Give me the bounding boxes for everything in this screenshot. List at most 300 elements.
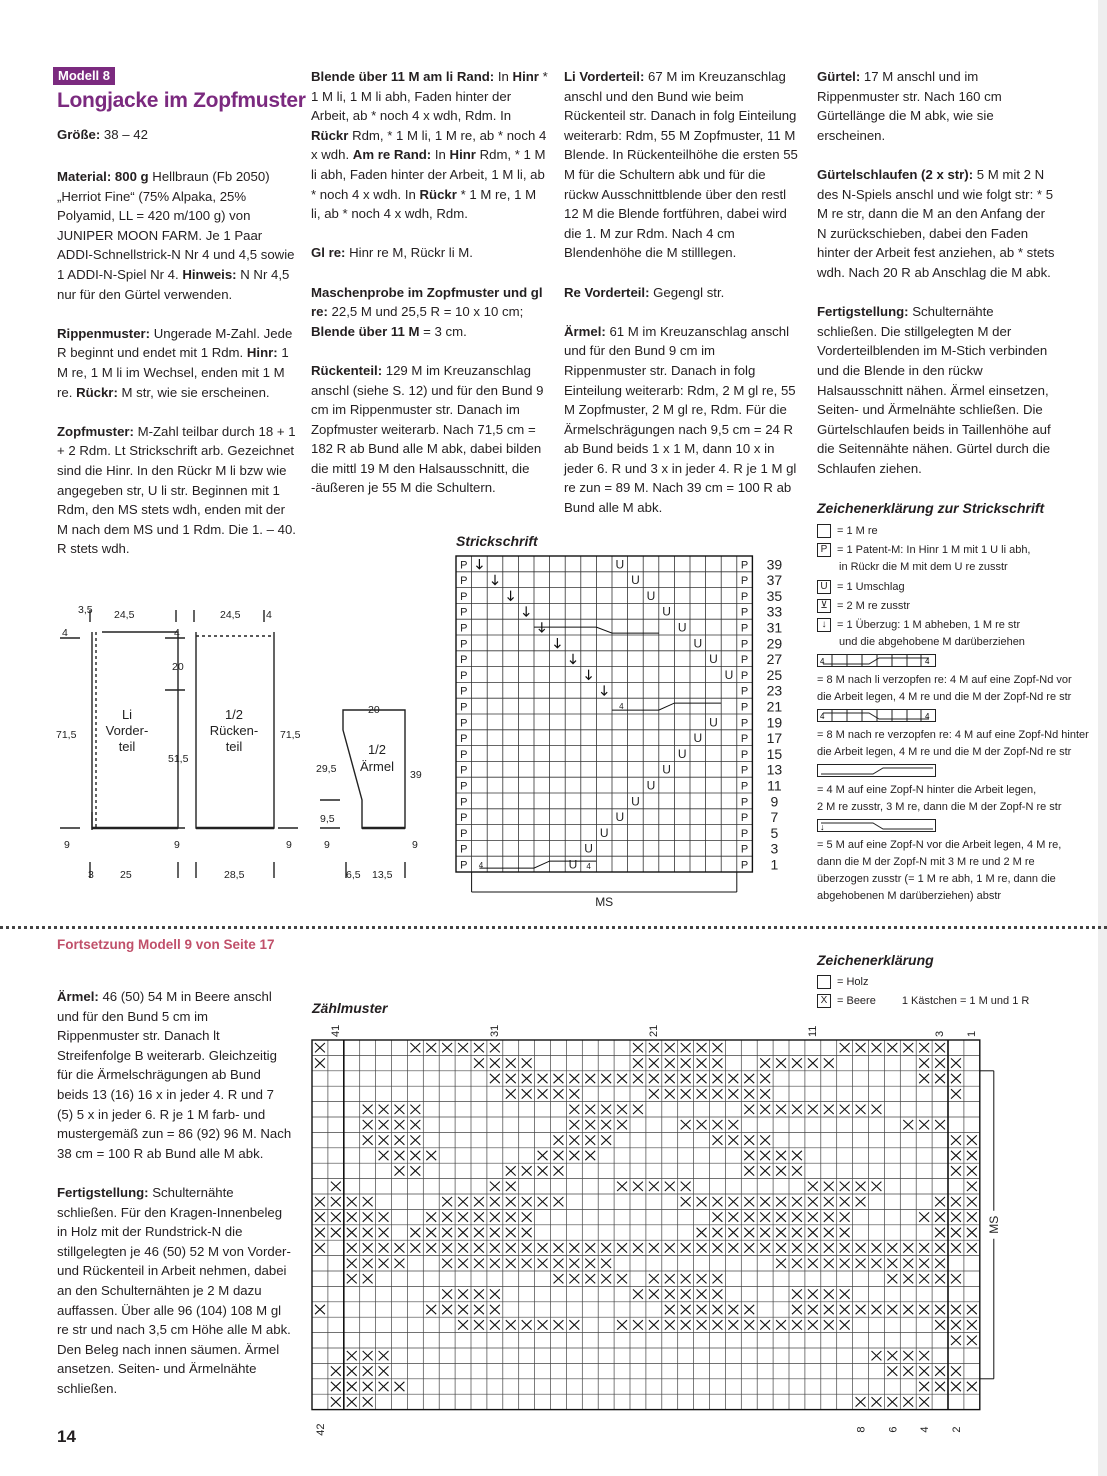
yarn-over-mark: U (646, 588, 656, 603)
beere-stitch (760, 1089, 770, 1098)
beere-stitch (951, 1336, 961, 1345)
patent-stitch: P (740, 638, 749, 651)
beere-stitch (490, 1074, 500, 1083)
beere-stitch (935, 1120, 945, 1129)
beere-stitch (554, 1197, 564, 1206)
row-label: 37 (766, 572, 783, 589)
dim-39: 39 (410, 769, 422, 781)
beere-stitch (681, 1289, 691, 1298)
beere-stitch (363, 1243, 373, 1252)
beere-stitch (951, 1382, 961, 1391)
yarn-over-mark: U (568, 857, 578, 872)
beere-stitch (713, 1197, 723, 1206)
beere-stitch (410, 1135, 420, 1144)
page-title: Longjacke im Zopfmuster (57, 89, 306, 112)
beere-stitch (760, 1197, 770, 1206)
beere-stitch (681, 1043, 691, 1052)
beere-stitch (967, 1228, 977, 1237)
blende-hinr-label: Hinr (512, 69, 539, 84)
cont-aermel-label: Ärmel: (57, 989, 99, 1004)
probe-label: Maschenprobe im Zopfmuster und gl re: (311, 284, 543, 320)
patent-stitch: P (740, 654, 749, 667)
beere-stitch (824, 1305, 834, 1314)
back-label-3: teil (225, 739, 243, 754)
schlaufen-text: 5 M mit 2 N des N-Spiels anschl und wie folgt str: * 5 M re str, dann die M an den Anfang der N zurückschieben, dabei den Faden hinter der Arbeit fest anziehen, ab * stets wdh. Nach 20 R ab Anschlag die M abk. (817, 166, 1055, 280)
legend2 (817, 975, 1077, 1015)
row-label: 31 (766, 619, 783, 636)
beere-stitch (744, 1105, 754, 1114)
fertig-text: Schulternähte schließen. Die stillgelegten M der Vorderteilblenden im M-Stich verbinden und die Blende in den rückw Halsausschnitt nähen. Ärmel einsetzen, Seiten- und Ärmelnähte schließen. Die Gürtelschlaufen beids in Taillenhöhe auf die Seitennähte nähen. Gürtel durch die Schlaufen ziehen. (817, 304, 1051, 476)
beere-stitch (872, 1243, 882, 1252)
beere-stitch (713, 1058, 723, 1067)
beere-stitch (697, 1197, 707, 1206)
beere-stitch (856, 1305, 866, 1314)
beere-stitch (808, 1105, 818, 1114)
beere-stitch (442, 1305, 452, 1314)
material-label: Material: 800 g (57, 169, 149, 184)
beere-stitch (919, 1366, 929, 1375)
beere-stitch (840, 1182, 850, 1191)
beere-stitch (887, 1243, 897, 1252)
beere-stitch (410, 1166, 420, 1175)
beere-stitch (824, 1320, 834, 1329)
beere-stitch (903, 1243, 913, 1252)
row-label: 39 (766, 556, 783, 573)
front-label-3: teil (118, 739, 136, 754)
beere-stitch (522, 1212, 532, 1221)
beere-stitch (681, 1274, 691, 1283)
dim-6-5: 6,5 (346, 869, 361, 881)
size-line (57, 127, 148, 142)
beere-stitch (490, 1289, 500, 1298)
rippen-rueckr-text: M str, wie sie erscheinen. (121, 384, 270, 400)
beere-stitch (442, 1197, 452, 1206)
beere-stitch (649, 1274, 659, 1283)
probe-paragraph (311, 283, 549, 342)
beere-stitch (840, 1212, 850, 1221)
beere-stitch (458, 1305, 468, 1314)
dim-9-b: 9 (174, 839, 180, 851)
beere-stitch (522, 1228, 532, 1237)
beere-stitch (554, 1151, 564, 1160)
beere-stitch (903, 1120, 913, 1129)
beere-stitch (665, 1243, 675, 1252)
revt-label: Re Vorderteil: (564, 284, 650, 300)
row-label: 33 (766, 603, 783, 620)
beere-stitch (951, 1243, 961, 1252)
patent-stitch: P (740, 764, 749, 777)
beere-stitch (538, 1197, 548, 1206)
beere-stitch (728, 1074, 738, 1083)
cable-mark (478, 861, 596, 871)
beere-stitch (872, 1182, 882, 1191)
patent-stitch: P (740, 717, 749, 730)
beere-stitch (410, 1120, 420, 1129)
dim-25: 25 (120, 869, 132, 881)
beere-stitch (395, 1120, 405, 1129)
beere-stitch (522, 1074, 532, 1083)
beere-stitch (649, 1089, 659, 1098)
beere-stitch (824, 1228, 834, 1237)
beere-stitch (935, 1274, 945, 1283)
beere-stitch (569, 1259, 579, 1268)
beere-stitch (585, 1151, 595, 1160)
beere-stitch (379, 1120, 389, 1129)
beere-stitch (426, 1212, 436, 1221)
beere-stitch (808, 1305, 818, 1314)
hinweis-label: Hinweis: (182, 266, 237, 282)
beere-stitch (347, 1197, 357, 1206)
rippen-label: Rippenmuster: (57, 325, 151, 341)
dim-24-5-front: 24,5 (114, 609, 135, 621)
beere-stitch (458, 1228, 468, 1237)
beere-stitch (569, 1135, 579, 1144)
beere-stitch (363, 1228, 373, 1237)
column-label-top: 21 (647, 1024, 660, 1037)
beere-stitch (808, 1289, 818, 1298)
beere-stitch (490, 1197, 500, 1206)
beere-stitch (649, 1289, 659, 1298)
beere-stitch (808, 1320, 818, 1329)
yarn-over-mark: U (693, 731, 703, 746)
row-label: 15 (766, 745, 783, 762)
beere-stitch (617, 1182, 627, 1191)
beere-stitch (458, 1043, 468, 1052)
beere-stitch (538, 1151, 548, 1160)
beere-stitch (490, 1228, 500, 1237)
patent-stitch: P (740, 669, 749, 682)
rippen-paragraph (57, 324, 297, 402)
beere-stitch (442, 1228, 452, 1237)
beere-stitch (363, 1197, 373, 1206)
beere-stitch (713, 1135, 723, 1144)
cable-left-icon (817, 654, 937, 668)
beere-stitch (665, 1058, 675, 1067)
ruecken-label: Rückenteil: (311, 362, 383, 378)
beere-stitch (792, 1289, 802, 1298)
beere-stitch (919, 1274, 929, 1283)
beere-stitch (840, 1259, 850, 1268)
beere-stitch (554, 1135, 564, 1144)
beere-stitch (967, 1382, 977, 1391)
yarn-over-mark: U (709, 652, 718, 667)
aermel-text: 61 M im Kreuzanschlag anschl und für den Bund 9 cm im Rippenmuster str. Danach in folg Einteilung weiterarb: Rdm, 2 M gl re, 55 M Zopfmuster, 2 M gl re, Rdm. Für die Ärmelschrägungen nach 9,5 cm = 24 R ab Bund beids 1 x 1 M, dann 10 x in jeder 6. R und 3 x in jeder 4. R je 1 M gl re zun = 89 M. Nach 39 cm = 100 R ab Bund alle M abk. (564, 323, 797, 516)
probe-text-2: = 3 cm. (423, 323, 467, 339)
legend-beere: = Beere (837, 995, 876, 1007)
patent-stitch: P (460, 638, 468, 651)
beere-stitch (903, 1305, 913, 1314)
beere-stitch (872, 1305, 882, 1314)
blende-hinr2-label: Hinr (449, 147, 476, 163)
patent-stitch: P (740, 843, 749, 856)
beere-stitch (569, 1089, 579, 1098)
beere-stitch (347, 1397, 357, 1406)
beere-stitch (760, 1105, 770, 1114)
beere-stitch (840, 1320, 850, 1329)
beere-stitch (395, 1151, 405, 1160)
dim-28-5: 28,5 (224, 869, 245, 881)
legend-skp-1: = 1 Überzug: 1 M abheben, 1 M re str (837, 619, 1021, 631)
beere-stitch (792, 1105, 802, 1114)
beere-stitch (363, 1382, 373, 1391)
beere-stitch (744, 1243, 754, 1252)
beere-stitch (554, 1320, 564, 1329)
decrease-arrow (492, 575, 498, 585)
beere-stitch (697, 1243, 707, 1252)
beere-stitch (744, 1197, 754, 1206)
beere-stitch (856, 1182, 866, 1191)
material-text: Hellbraun (Fb 2050) „Herriot Fine“ (75% Alpaka, 25% Polyamid, LL = 420 m/100 g) von JUNIPER MOON FARM. Je 1 Paar ADDI-Schnellstrick-N Nr 4 und 4,5 sowie 1 ADDI-N-Spiel Nr 4. (57, 169, 295, 282)
beere-stitch (919, 1397, 929, 1406)
beere-stitch (363, 1366, 373, 1375)
patent-stitch: P (740, 780, 749, 793)
beere-stitch (951, 1135, 961, 1144)
cont-aermel-paragraph (57, 987, 292, 1163)
k2tog-icon: ⊻ (817, 599, 831, 613)
column-label-bottom: 4 (919, 1426, 932, 1433)
sleeve-label-1: 1/2 (367, 742, 387, 757)
beere-stitch (872, 1397, 882, 1406)
beere-stitch (824, 1058, 834, 1067)
zaehlmuster-chart (300, 1020, 1020, 1436)
beere-stitch (458, 1197, 468, 1206)
yarn-over-mark: U (677, 620, 687, 635)
beere-stitch (808, 1182, 818, 1191)
legend-k2tog: = 2 M re zusstr (837, 600, 911, 612)
patent-stitch: P (460, 764, 468, 777)
beere-stitch (935, 1212, 945, 1221)
patent-stitch: P (460, 717, 468, 730)
skp-icon: ↓ (817, 618, 831, 632)
beere-stitch (967, 1197, 977, 1206)
beere-stitch (824, 1105, 834, 1114)
beere-stitch (776, 1228, 786, 1237)
beere-stitch (728, 1089, 738, 1098)
beere-stitch (776, 1243, 786, 1252)
cable-5-icon (817, 819, 937, 833)
patent-stitch: P (740, 859, 749, 872)
beere-stitch (744, 1320, 754, 1329)
dim-20-sleeve: 20 (368, 704, 380, 716)
beere-stitch (379, 1366, 389, 1375)
beere-stitch (808, 1228, 818, 1237)
aermel-paragraph (564, 322, 800, 518)
column-label-bottom: 2 (950, 1426, 963, 1433)
beere-stitch (681, 1058, 691, 1067)
beere-stitch (951, 1166, 961, 1175)
beere-stitch (919, 1058, 929, 1067)
beere-stitch (315, 1043, 325, 1052)
yarn-over-mark: U (584, 841, 593, 856)
beere-stitch (347, 1228, 357, 1237)
beere-stitch (601, 1120, 611, 1129)
beere-stitch (919, 1212, 929, 1221)
beere-stitch (363, 1274, 373, 1283)
legend-cable5-2: dann die M der Zopf-N mit 3 M re und 2 M re (817, 856, 1035, 868)
beere-stitch (442, 1259, 452, 1268)
beere-stitch (713, 1243, 723, 1252)
beere-stitch (538, 1166, 548, 1175)
livt-text: 67 M im Kreuzanschlag anschl und den Bund wie beim Rückenteil str. Danach in folg Einteilung weiterarb: Rdm, 55 M Zopfmuster, 11 M Blende. In Rückenteilhöhe die ersten 55 M für die Schultern abk und für die rückw Ausschnittblende über den restl 12 M die Blende fortführen, dabei wird die 1. M zur Rdm. Nach 4 cm Blendenhöhe die M stilllegen. (564, 69, 798, 261)
page-edge (1098, 0, 1107, 1476)
decrease-arrow (523, 606, 529, 616)
beere-stitch (951, 1058, 961, 1067)
beere-stitch (665, 1289, 675, 1298)
beere-stitch (617, 1074, 627, 1083)
ms-label: MS (595, 895, 614, 909)
column-label-bottom: 8 (855, 1426, 868, 1433)
beere-stitch (697, 1274, 707, 1283)
beere-stitch (522, 1089, 532, 1098)
zopf-label: Zopfmuster: (57, 423, 134, 439)
beere-stitch (585, 1074, 595, 1083)
beere-stitch (585, 1120, 595, 1129)
beere-stitch (808, 1212, 818, 1221)
beere-stitch (697, 1305, 707, 1314)
beere-stitch (649, 1243, 659, 1252)
beere-stitch (776, 1105, 786, 1114)
holz-swatch-icon (817, 975, 831, 989)
sleeve-label-2: Ärmel (360, 759, 394, 774)
beere-stitch (919, 1043, 929, 1052)
beere-stitch (617, 1320, 627, 1329)
beere-stitch (919, 1243, 929, 1252)
beere-stitch (363, 1259, 373, 1268)
beere-stitch (506, 1243, 516, 1252)
beere-stitch (633, 1105, 643, 1114)
beere-stitch (458, 1243, 468, 1252)
fertig-label: Fertigstellung: (817, 304, 909, 320)
beere-stitch (331, 1197, 341, 1206)
yarn-over-mark: U (724, 667, 734, 682)
beere-stitch (951, 1074, 961, 1083)
cont-fertig-label: Fertigstellung: (57, 1184, 149, 1200)
yarn-over-mark: U (631, 794, 640, 809)
patent-stitch: P (740, 701, 749, 714)
size-value: 38 – 42 (103, 127, 148, 142)
beere-stitch (426, 1228, 436, 1237)
beere-stitch (315, 1305, 325, 1314)
beere-stitch (760, 1320, 770, 1329)
beere-stitch (792, 1259, 802, 1268)
decrease-arrow (508, 591, 514, 601)
beere-stitch (903, 1351, 913, 1360)
beere-stitch (887, 1259, 897, 1268)
beere-stitch (967, 1320, 977, 1329)
guertel-label: Gürtel: (817, 69, 861, 84)
beere-stitch (681, 1182, 691, 1191)
beere-stitch (363, 1212, 373, 1221)
beere-stitch (585, 1259, 595, 1268)
continuation-title: Fortsetzung Modell 9 von Seite 17 (57, 937, 275, 952)
dim-3-5: 3,5 (78, 604, 93, 616)
blende-re-label: Am re Rand: (352, 147, 432, 163)
beere-stitch (935, 1074, 945, 1083)
beere-stitch (522, 1058, 532, 1067)
beere-stitch (919, 1259, 929, 1268)
beere-stitch (506, 1228, 516, 1237)
legend-knit: = 1 M re (837, 525, 878, 537)
beere-stitch (903, 1043, 913, 1052)
beere-stitch (728, 1305, 738, 1314)
revt-text: Gegengl str. (653, 284, 725, 300)
beere-stitch (840, 1289, 850, 1298)
beere-stitch (887, 1351, 897, 1360)
beere-stitch (665, 1089, 675, 1098)
beere-swatch-icon: X (817, 994, 831, 1008)
probe-text: 22,5 M und 25,5 R = 10 x 10 cm; (331, 304, 524, 320)
beere-stitch (744, 1151, 754, 1160)
beere-stitch (585, 1274, 595, 1283)
dim-51-5: 51,5 (168, 753, 189, 765)
beere-stitch (649, 1320, 659, 1329)
beere-stitch (760, 1058, 770, 1067)
beere-stitch (410, 1243, 420, 1252)
patent-stitch: P (740, 590, 749, 603)
beere-stitch (967, 1151, 977, 1160)
blende-rueckr-label: Rückr (311, 127, 349, 143)
beere-stitch (347, 1212, 357, 1221)
patent-stitch: P (460, 780, 468, 793)
patent-stitch: P (460, 843, 468, 856)
beere-stitch (474, 1228, 484, 1237)
size-label: Größe: (57, 127, 101, 142)
beere-stitch (395, 1105, 405, 1114)
yarn-over-mark: U (631, 573, 640, 588)
beere-stitch (474, 1243, 484, 1252)
beere-stitch (792, 1243, 802, 1252)
decrease-arrow (601, 685, 607, 695)
beere-stitch (681, 1243, 691, 1252)
patent-stitch: P (460, 796, 468, 809)
material-paragraph (57, 167, 297, 304)
beere-stitch (506, 1058, 516, 1067)
beere-stitch (903, 1259, 913, 1268)
beere-stitch (808, 1243, 818, 1252)
beere-stitch (458, 1259, 468, 1268)
beere-stitch (967, 1243, 977, 1252)
beere-stitch (824, 1289, 834, 1298)
beere-stitch (633, 1243, 643, 1252)
zopf-text: M-Zahl teilbar durch 18 + 1 + 2 Rdm. Lt Strickschrift arb. Gezeichnet sind die Hinr. In den Rückr M li bzw wie angegeben str, U li str. Beginnen mit 1 Rdm, den MS stets wdh, enden mit der M nach dem MS und 1 Rdm. Die 1. – 40. R stets wdh. (57, 423, 296, 557)
patent-stitch: P (740, 748, 749, 761)
beere-stitch (935, 1058, 945, 1067)
beere-stitch (744, 1074, 754, 1083)
beere-stitch (935, 1366, 945, 1375)
beere-stitch (442, 1043, 452, 1052)
knit-stitch-icon (817, 524, 831, 538)
beere-stitch (379, 1243, 389, 1252)
beere-stitch (569, 1105, 579, 1114)
beere-stitch (697, 1089, 707, 1098)
patent-stitch: P (740, 796, 749, 809)
beere-stitch (633, 1320, 643, 1329)
beere-stitch (872, 1043, 882, 1052)
legend-cable4-1: = 4 M auf eine Zopf-N hinter die Arbeit legen, (817, 784, 1037, 796)
patent-stitch: P (740, 827, 749, 840)
column-label-top: 3 (934, 1030, 947, 1037)
beere-stitch (474, 1043, 484, 1052)
beere-stitch (728, 1320, 738, 1329)
dim-29-5: 29,5 (316, 763, 337, 775)
dim-71-5-right: 71,5 (280, 729, 301, 741)
aermel-label: Ärmel: (564, 323, 606, 339)
beere-stitch (363, 1397, 373, 1406)
patent-stitch: P (460, 733, 468, 746)
beere-stitch (760, 1135, 770, 1144)
patent-stitch-icon: P (817, 543, 831, 557)
beere-stitch (395, 1166, 405, 1175)
